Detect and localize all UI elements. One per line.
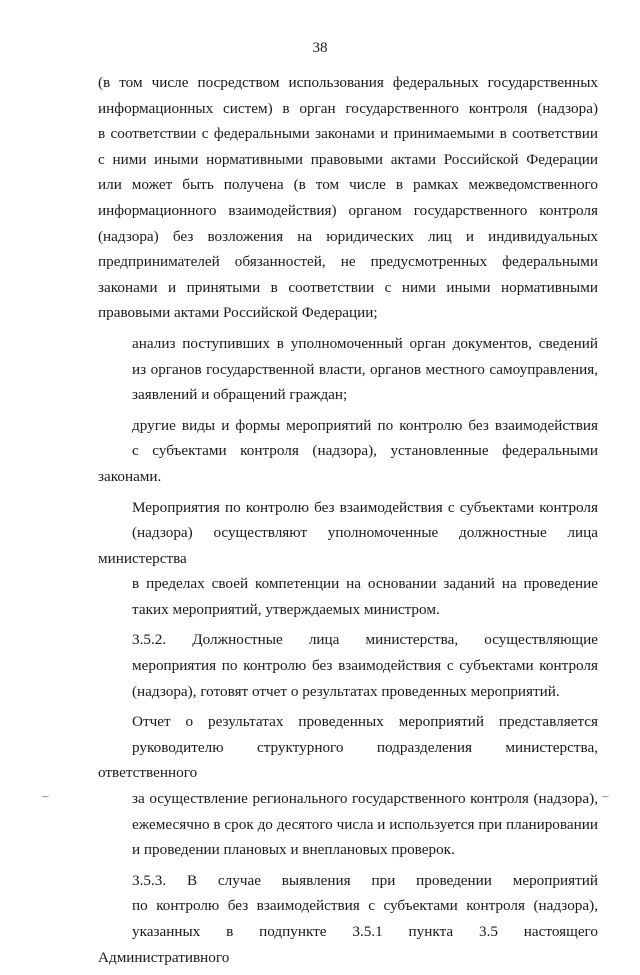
- text-line: анализ поступивших в уполномоченный орган документов, сведений: [132, 334, 598, 352]
- text-line: из органов государственной власти, органов местного самоуправления,: [132, 360, 598, 378]
- right-margin-mark: –: [602, 788, 609, 803]
- text-line: (надзора) без возложения на юридических лиц и индивидуальных: [98, 227, 598, 245]
- text-line: информационного взаимодействия) органом государственного контроля: [98, 201, 598, 219]
- left-margin-mark: –: [42, 788, 49, 803]
- text-line: руководителю структурного подразделения министерства, ответственного: [98, 738, 598, 782]
- text-line: ежемесячно в срок до десятого числа и используется при планировании: [132, 815, 598, 833]
- text-line: мероприятия по контролю без взаимодействия с субъектами контроля: [132, 657, 598, 675]
- text-line: в пределах своей компетенции на основании заданий на проведение: [132, 575, 598, 593]
- text-line: 3.5.3. В случае выявления при проведении мероприятий: [132, 871, 598, 889]
- text-line: или может быть получена (в том числе в рамках межведомственного: [98, 176, 598, 194]
- paragraph: [98, 331, 598, 408]
- paragraph: [98, 413, 598, 490]
- text-line: с ними иными нормативными правовыми актами Российской Федерации: [98, 150, 598, 168]
- text-line: Отчет о результатах проведенных мероприятий представляется: [132, 713, 598, 731]
- text-line: заявлений и обращений граждан;: [132, 386, 348, 404]
- text-line: законами и принятыми в соответствии с ними иными нормативными: [98, 278, 598, 296]
- paragraph: [98, 868, 598, 970]
- text-line: указанных в подпункте 3.5.1 пункта 3.5 настоящего Административного: [98, 923, 598, 966]
- text-line: по контролю без взаимодействия с субъектами контроля (надзора),: [132, 897, 598, 915]
- text-line: в соответствии с федеральными законами и принимаемыми в соответствии: [98, 125, 598, 143]
- text-line: (в том числе посредством использования федеральных государственных: [98, 74, 598, 91]
- document-body: [98, 70, 598, 975]
- text-line: таких мероприятий, утверждаемых министром.: [132, 600, 440, 618]
- paragraph: [98, 709, 598, 863]
- text-line: другие виды и формы мероприятий по контролю без взаимодействия: [132, 416, 598, 434]
- text-line: (надзора), готовят отчет о результатах проведенных мероприятий.: [132, 682, 560, 700]
- paragraph: [98, 70, 598, 326]
- text-line: с субъектами контроля (надзора), установленные федеральными законами.: [98, 442, 598, 485]
- text-line: (надзора) осуществляют уполномоченные должностные лица министерства: [98, 524, 598, 567]
- text-line: за осуществление регионального государственного контроля (надзора),: [132, 790, 598, 808]
- text-line: информационных систем) в орган государственного контроля (надзора): [98, 99, 598, 117]
- text-line: Мероприятия по контролю без взаимодействия с субъектами контроля: [132, 498, 598, 516]
- text-line: правовыми актами Российской Федерации;: [98, 304, 378, 322]
- paragraph: [98, 495, 598, 623]
- page-number: 38: [312, 40, 328, 56]
- text-line: предпринимателей обязанностей, не предусмотренных федеральными: [98, 253, 598, 271]
- text-line: и проведении плановых и внеплановых проверок.: [132, 841, 455, 859]
- paragraph: [98, 627, 598, 704]
- text-line: 3.5.2. Должностные лица министерства, осуществляющие: [132, 631, 598, 649]
